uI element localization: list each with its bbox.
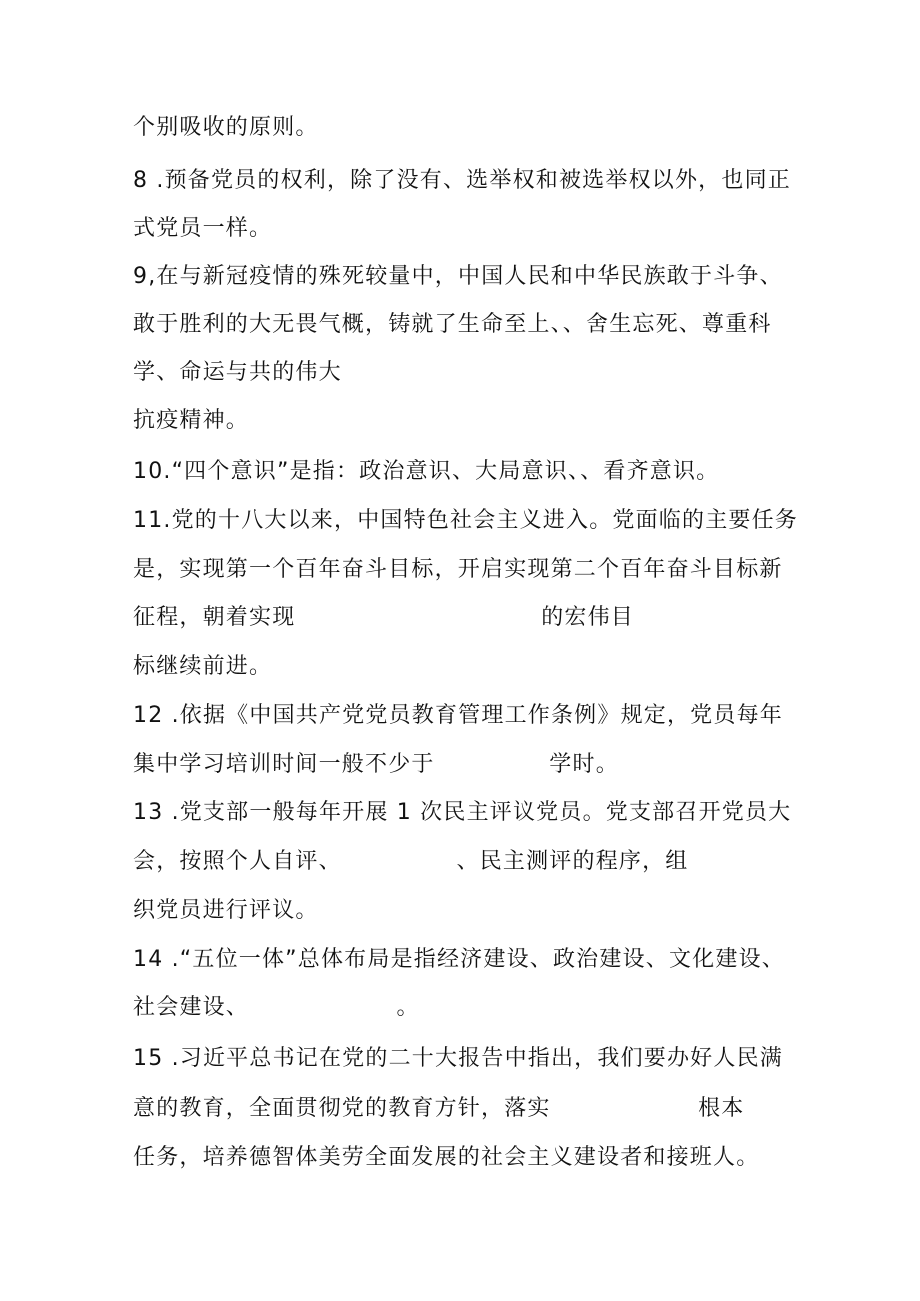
text-line: 12 .依据《中国共产党党员教育管理工作条例》规定，党员每年 <box>133 703 783 728</box>
text-line: 敢于胜利的大无畏气概，铸就了生命至上、、舍生忘死、尊重科 <box>133 312 772 337</box>
text-line: 集中学习培训时间一般不少于 学时。 <box>133 752 619 777</box>
text-line: 个别吸收的原则。 <box>133 115 319 140</box>
text-line: 10.“四个意识”是指：政治意识、大局意识、、看齐意识。 <box>133 459 720 484</box>
text-line: 织党员进行评议。 <box>133 898 319 923</box>
text-line: 会，按照个人自评、 、民主测评的程序，组 <box>133 849 689 874</box>
text-line: 是，实现第一个百年奋斗目标，开启实现第二个百年奋斗目标新 <box>133 557 783 582</box>
text-line: 9,在与新冠疫情的殊死较量中，中国人民和中华民族敢于斗争、 <box>133 264 783 289</box>
text-line: 抗疫精神。 <box>133 408 250 433</box>
text-line: 13 .党支部一般每年开展 1 次民主评议党员。党支部召开党员大 <box>133 800 792 825</box>
text-line: 15 .习近平总书记在党的二十大报告中指出，我们要办好人民满 <box>133 1046 783 1071</box>
text-line: 征程，朝着实现 的宏伟目 <box>133 605 634 630</box>
text-line: 式党员一样。 <box>133 216 273 241</box>
text-line: 8 .预备党员的权利，除了没有、选举权和被选举权以外，也同正 <box>133 168 791 193</box>
text-line: 意的教育，全面贯彻党的教育方针，落实 根本 <box>133 1096 745 1121</box>
text-line: 任务，培养德智体美劳全面发展的社会主义建设者和接班人。 <box>133 1145 760 1170</box>
text-line: 11.党的十八大以来，中国特色社会主义进入。党面临的主要任务 <box>133 508 798 533</box>
text-line: 标继续前进。 <box>133 654 273 679</box>
text-line: 社会建设、 。 <box>133 995 420 1020</box>
text-line: 14 .“五位一体”总体布局是指经济建设、政治建设、文化建设、 <box>133 947 785 972</box>
text-line: 学、命运与共的伟大 <box>133 360 342 385</box>
